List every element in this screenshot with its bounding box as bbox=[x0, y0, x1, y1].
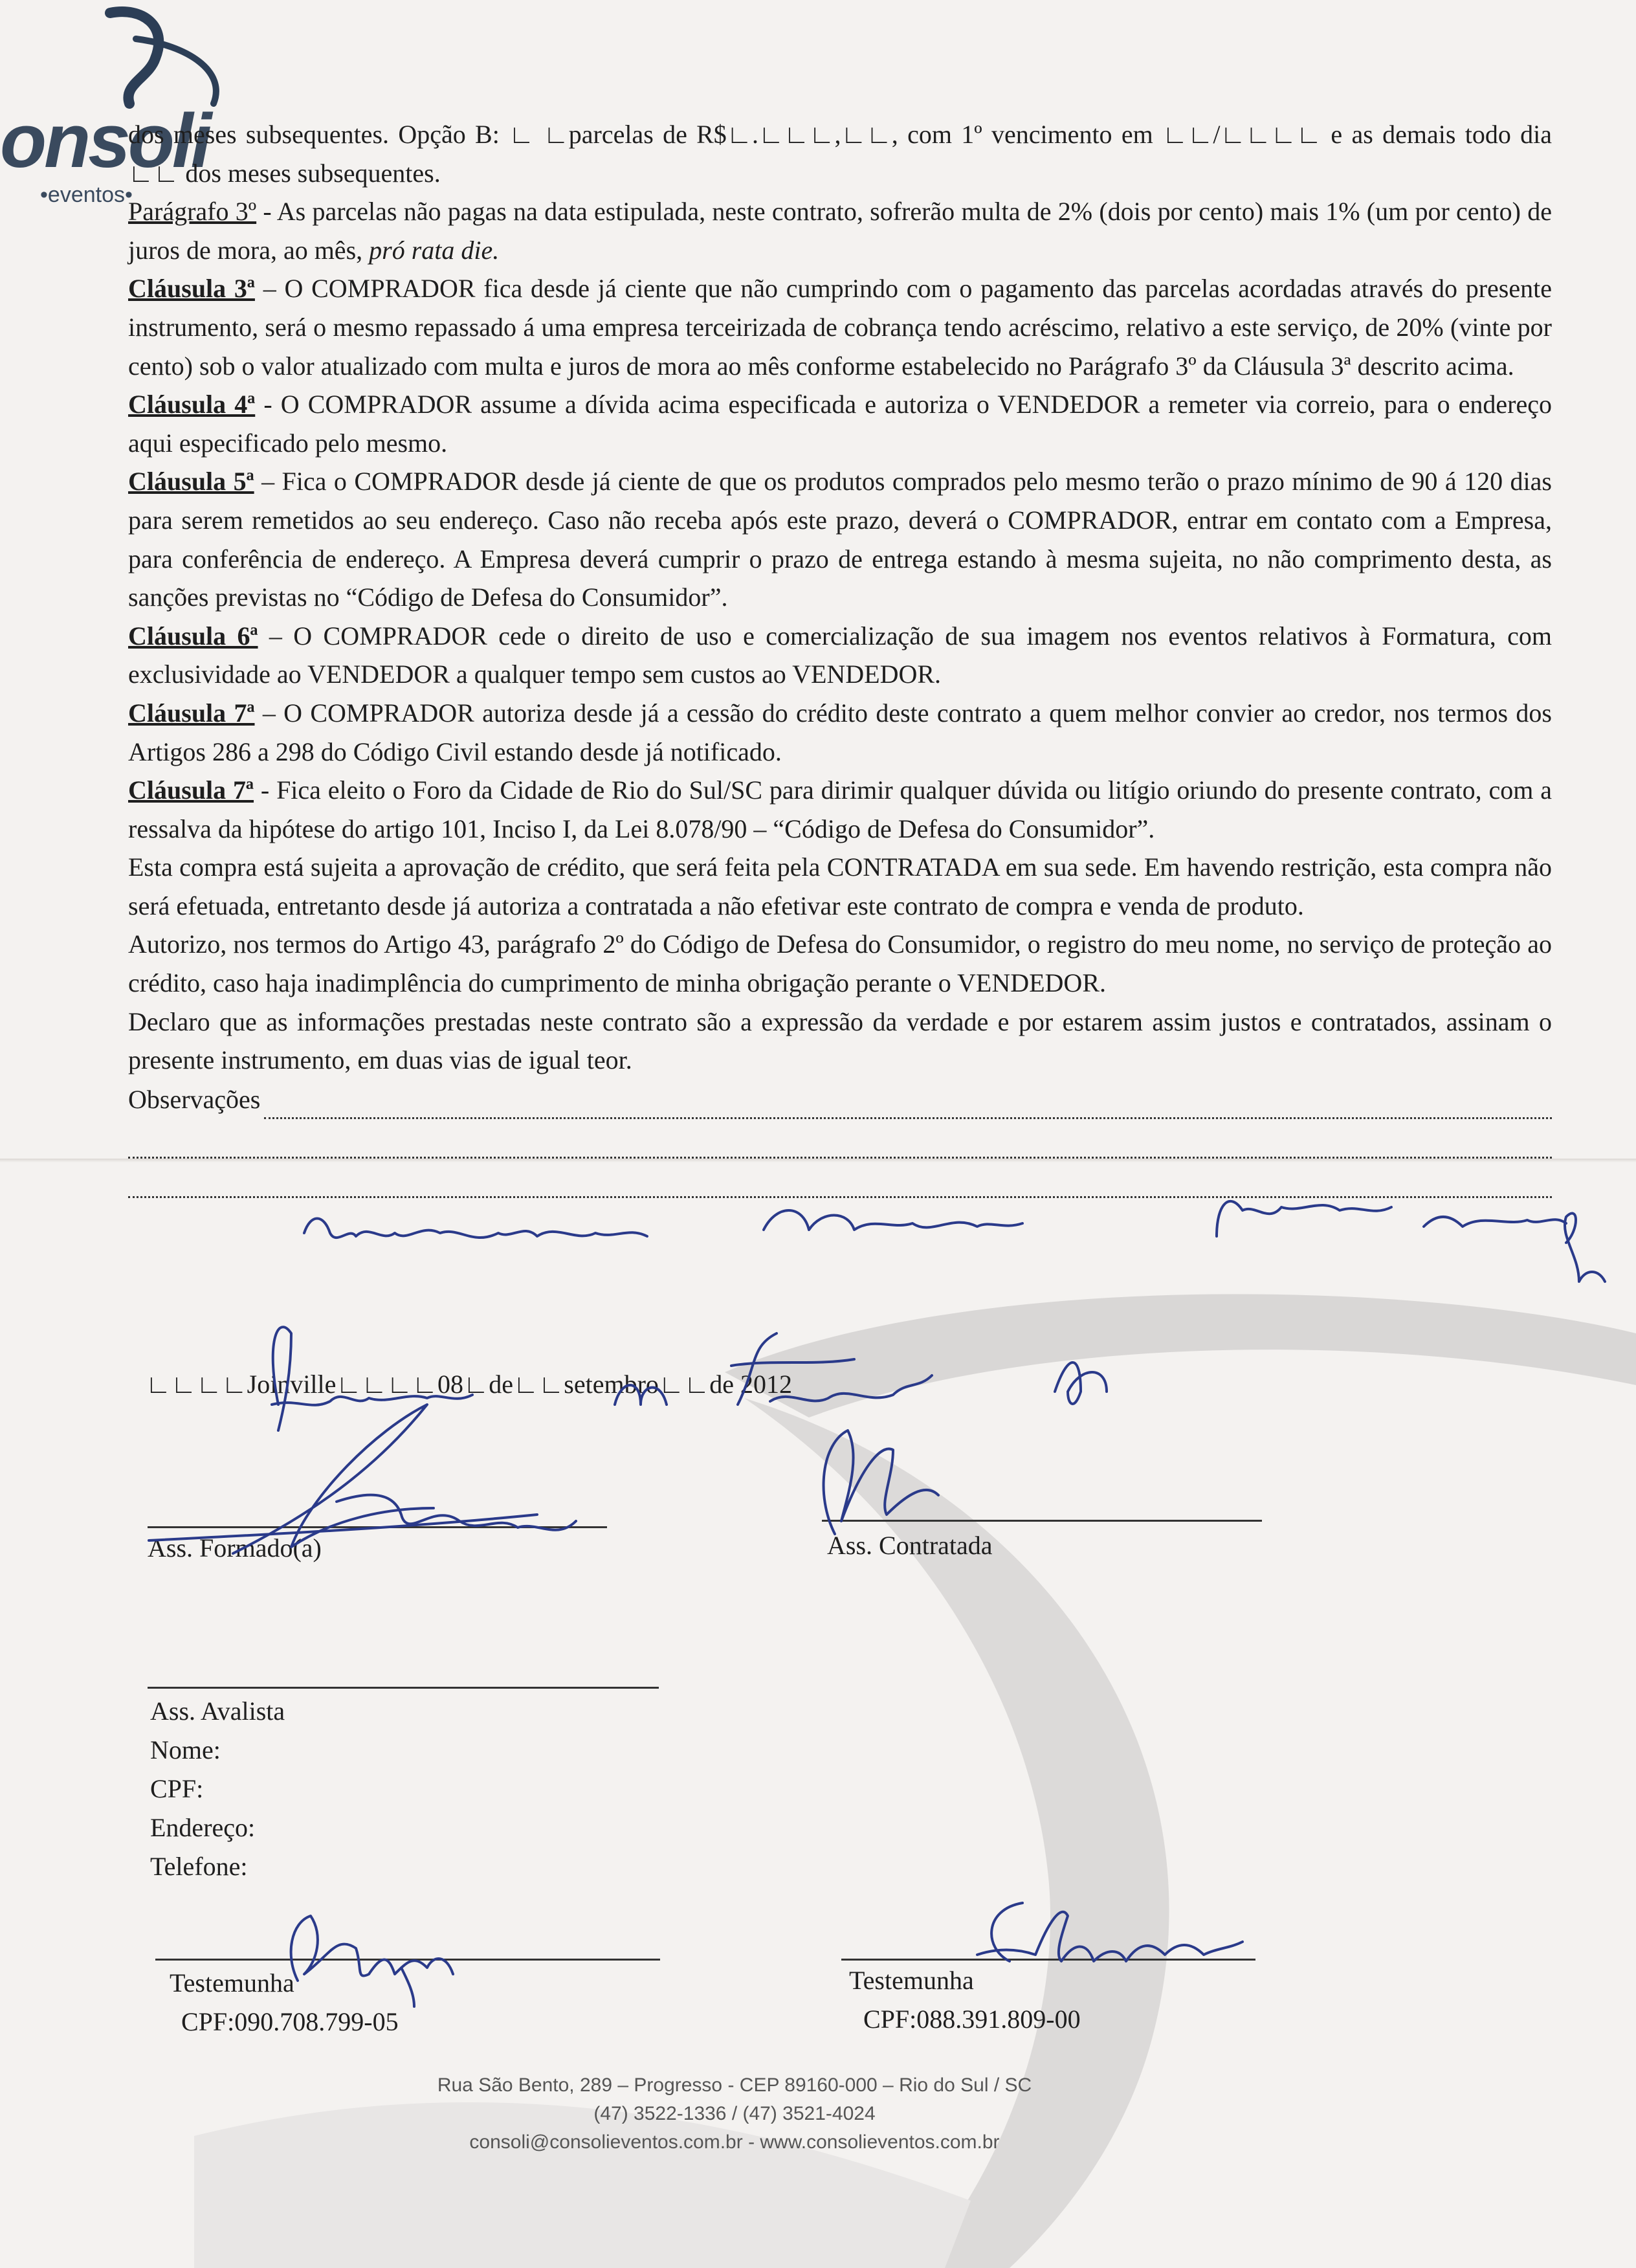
avalista-cpf-label: CPF: bbox=[150, 1774, 204, 1803]
clause-7b-heading: Cláusula 7ª bbox=[128, 775, 254, 805]
witness-1-label: Testemunha bbox=[170, 1968, 294, 1997]
avalista-endereco-label: Endereço: bbox=[150, 1813, 256, 1842]
observations-line-3 bbox=[128, 1159, 1552, 1198]
clause-6: Cláusula 6ª – O COMPRADOR cede o direito de uso e comercialização de sua imagem nos eventos relativos à Formatura, com exclusividade ao VENDEDOR a qualquer tempo sem custos ao VENDEDOR. bbox=[128, 621, 1552, 689]
formado-label: Ass. Formado(a) bbox=[148, 1533, 322, 1562]
paragraph-opcao-b: dos meses subsequentes. Opção B: ∟ ∟parcelas de R$∟.∟∟∟,∟∟, com 1º vencimento em ∟∟/∟∟∟∟ e as demais todo dia ∟∟ dos meses subsequentes. bbox=[128, 120, 1552, 188]
observations-dots bbox=[264, 1080, 1552, 1119]
place-date-line: ∟∟∟∟Joinville∟∟∟∟08∟de∟∟setembro∟∟de 2012 bbox=[146, 1370, 792, 1399]
clause-4-heading: Cláusula 4ª bbox=[128, 390, 256, 419]
declaration-paragraph: Declaro que as informações prestadas neste contrato são a expressão da verdade e por estarem assim justos e contratados, assinam o presente instrumento, em duas vias de igual teor. bbox=[128, 1006, 1552, 1075]
clause-7-foro: Cláusula 7ª - Fica eleito o Foro da Cidade de Rio do Sul/SC para dirimir qualquer dúvida ou litígio oriundo do presente contrato, com a ressalva da hipótese do artigo 101, Inciso I, da Lei 8.078/90 – “Código de Defesa do Consumidor”. bbox=[128, 775, 1552, 843]
witness-2-label: Testemunha bbox=[849, 1966, 974, 1995]
witness-2-cpf: CPF:088.391.809-00 bbox=[863, 2005, 1081, 2034]
clause-4: Cláusula 4ª - O COMPRADOR assume a dívida acima especificada e autoriza o VENDEDOR a remeter via correio, para o endereço aqui especificado pelo mesmo. bbox=[128, 390, 1552, 458]
footer-contacts: consoli@consolieventos.com.br - www.consolieventos.com.br bbox=[469, 2131, 1000, 2153]
observations-line-2 bbox=[128, 1119, 1552, 1159]
avalista-signature-line bbox=[148, 1687, 659, 1689]
logo-wordmark: onsoli bbox=[0, 98, 210, 184]
witness-1-cpf: CPF:090.708.799-05 bbox=[181, 2007, 399, 2036]
clause-7-heading: Cláusula 7ª bbox=[128, 698, 255, 728]
clause-5: Cláusula 5ª – Fica o COMPRADOR desde já ciente de que os produtos comprados pelo mesmo terão o prazo mínimo de 90 á 120 dias para serem remetidos ao seu endereço. Caso não receba após este prazo, deverá o COMPRADOR, entrar em contato com a Empresa, para conferência de endereço. A Empresa deverá cumprir o prazo de entrega estando à mesma sujeita, no não comprimento desta, as sanções previstas no “Código de Defesa do Consumidor”. bbox=[128, 467, 1552, 612]
paragraph-3-heading: Parágrafo 3º bbox=[128, 197, 257, 227]
footer-phones: (47) 3522-1336 / (47) 3521-4024 bbox=[593, 2103, 876, 2124]
clause-6-heading: Cláusula 6ª bbox=[128, 621, 258, 650]
observations-label: Observações bbox=[128, 1085, 261, 1115]
contratada-label: Ass. Contratada bbox=[827, 1531, 993, 1560]
authorization-paragraph: Autorizo, nos termos do Artigo 43, parágrafo 2º do Código de Defesa do Consumidor, o registro do meu nome, no serviço de proteção ao crédito, caso haja inadimplência do cumprimento de minha obrigação perante o VENDEDOR. bbox=[128, 929, 1552, 998]
avalista-nome-label: Nome: bbox=[150, 1735, 221, 1764]
clause-3: Cláusula 3ª – O COMPRADOR fica desde já ciente que não cumprindo com o pagamento das parcelas acordadas através do presente instrumento, será o mesmo repassado á uma empresa terceirizada de cobrança tendo acréscimo, relativo a este serviço, de 20% (vinte por cento) sob o valor atualizado com multa e juros de mora ao mês conforme estabelecido no Parágrafo 3º da Cláusula 3ª descrito acima. bbox=[128, 274, 1552, 381]
avalista-label: Ass. Avalista bbox=[150, 1696, 285, 1726]
formado-signature-line bbox=[148, 1526, 607, 1528]
company-footer bbox=[362, 2071, 1107, 2157]
credit-approval-paragraph: Esta compra está sujeita a aprovação de crédito, que será feita pela CONTRATADA em sua sede. Em havendo restrição, esta compra não será efetuada, entretanto desde já autoriza a contratada a não efetivar este contrato de compra e venda de produto. bbox=[128, 852, 1552, 920]
clause-5-heading: Cláusula 5ª bbox=[128, 467, 254, 496]
observations-line bbox=[128, 1080, 1552, 1119]
witness-1-signature-line bbox=[155, 1959, 660, 1961]
clause-3-heading: Cláusula 3ª bbox=[128, 274, 255, 304]
contract-body bbox=[128, 115, 1552, 1198]
avalista-telefone-label: Telefone: bbox=[150, 1852, 248, 1881]
clause-7-credit: Cláusula 7ª – O COMPRADOR autoriza desde já a cessão do crédito deste contrato a quem melhor convier ao credor, nos termos dos Artigos 286 a 298 do Código Civil estando desde já notificado. bbox=[128, 698, 1552, 766]
paragraph-3: Parágrafo 3º - As parcelas não pagas na data estipulada, neste contrato, sofrerão multa de 2% (dois por cento) mais 1% (um por cento) de juros de mora, ao mês, pró rata die. bbox=[128, 197, 1553, 265]
contratada-signature-line bbox=[822, 1520, 1262, 1522]
logo-subtitle: •eventos• bbox=[40, 183, 133, 207]
footer-address: Rua São Bento, 289 – Progresso - CEP 89160-000 – Rio do Sul / SC bbox=[437, 2074, 1032, 2096]
witness-2-signature-line bbox=[841, 1959, 1255, 1961]
